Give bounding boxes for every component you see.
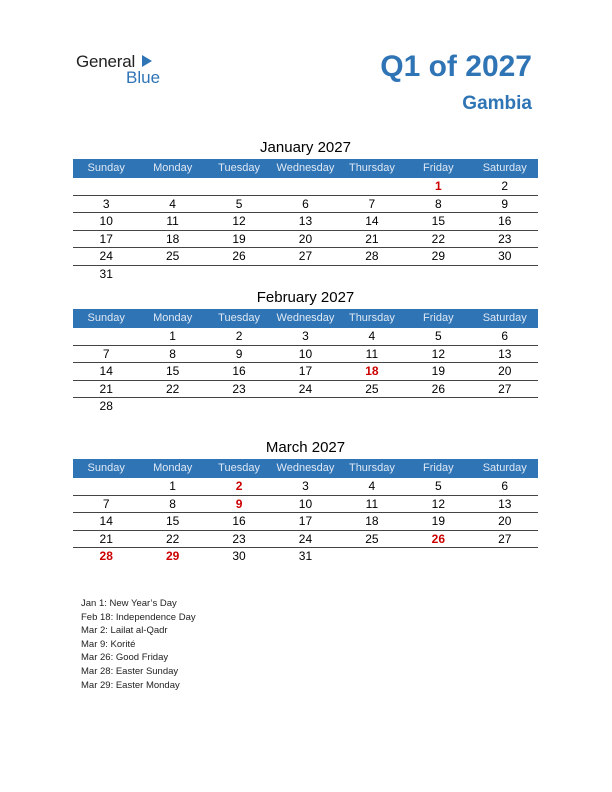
date-cell: 15 xyxy=(165,364,180,378)
holiday-date-cell: 26 xyxy=(431,531,445,546)
date-cell: 3 xyxy=(102,196,110,211)
date-cell: 23 xyxy=(232,381,246,396)
holiday-date-cell: 18 xyxy=(365,364,379,378)
date-cell: 10 xyxy=(298,496,313,511)
date-cell: 13 xyxy=(298,214,313,228)
date-cell: 30 xyxy=(498,249,512,263)
month-march xyxy=(73,437,538,566)
date-cell: 20 xyxy=(298,231,313,246)
date-cell: 5 xyxy=(434,329,442,343)
weekday-label: Friday xyxy=(423,312,454,324)
date-cell: 23 xyxy=(232,531,246,546)
weekday-label: Tuesday xyxy=(218,312,260,324)
date-cell xyxy=(73,178,139,195)
date-cell: 30 xyxy=(232,549,246,563)
week-row xyxy=(73,266,538,284)
date-cell: 20 xyxy=(498,514,512,528)
weekday-label: Saturday xyxy=(482,312,527,324)
week-row xyxy=(73,196,538,214)
date-cell: 10 xyxy=(298,346,313,361)
weekday-header-row xyxy=(73,459,538,478)
holiday-date-cell: 28 xyxy=(99,549,113,563)
date-cell: 23 xyxy=(498,231,512,246)
week-row xyxy=(73,398,538,416)
date-cell: 14 xyxy=(99,514,113,528)
date-cell: 7 xyxy=(102,346,110,361)
weekday-label: Sunday xyxy=(87,162,125,174)
date-cell: 27 xyxy=(498,381,512,396)
date-cell xyxy=(472,398,538,416)
week-row xyxy=(73,496,538,514)
date-cell: 4 xyxy=(169,196,176,211)
date-cell: 12 xyxy=(431,346,445,361)
month-title: January 2027 xyxy=(260,139,351,156)
date-cell: 11 xyxy=(166,214,179,228)
holiday-item: Mar 28: Easter Sunday xyxy=(81,665,179,677)
date-cell: 4 xyxy=(368,329,376,343)
page-title: Q1 of 2027 xyxy=(380,50,532,83)
weekday-label: Monday xyxy=(153,162,193,174)
date-cell: 12 xyxy=(232,214,246,228)
date-cell: 24 xyxy=(99,249,113,263)
date-cell: 16 xyxy=(232,364,246,378)
date-cell xyxy=(206,266,272,284)
date-cell xyxy=(272,266,338,284)
date-cell xyxy=(405,548,471,566)
date-cell xyxy=(339,548,405,566)
date-cell: 17 xyxy=(298,364,313,378)
holiday-item: Mar 9: Korité xyxy=(81,638,136,650)
holiday-date-cell: 29 xyxy=(165,549,180,563)
weekday-label: Sunday xyxy=(87,312,125,324)
date-cell: 16 xyxy=(232,514,246,528)
date-cell: 27 xyxy=(498,531,512,546)
date-cell: 18 xyxy=(365,514,379,528)
date-cell xyxy=(272,178,338,195)
month-january xyxy=(73,137,538,283)
date-cell xyxy=(206,398,272,416)
date-cell: 6 xyxy=(302,196,309,211)
date-cell: 29 xyxy=(431,249,445,263)
month-february xyxy=(73,287,538,416)
date-cell: 28 xyxy=(99,399,113,413)
weekday-label: Friday xyxy=(423,462,454,474)
date-cell: 14 xyxy=(365,214,379,228)
date-cell: 24 xyxy=(298,531,313,546)
date-cell: 5 xyxy=(235,196,243,211)
date-cell: 31 xyxy=(298,549,313,563)
date-cell: 1 xyxy=(169,479,176,493)
weekday-header-row xyxy=(73,159,538,178)
week-row xyxy=(73,531,538,549)
date-cell: 15 xyxy=(431,214,445,228)
date-cell: 3 xyxy=(302,479,309,493)
week-row xyxy=(73,178,538,196)
date-cell: 9 xyxy=(501,196,509,211)
holiday-date-cell: 1 xyxy=(434,179,442,193)
generalblue-logo xyxy=(76,52,186,92)
holiday-item: Mar 26: Good Friday xyxy=(81,652,169,664)
date-cell xyxy=(139,266,205,284)
date-cell: 8 xyxy=(169,346,176,361)
date-cell xyxy=(472,266,538,284)
date-cell: 14 xyxy=(99,364,113,378)
weekday-label: Thursday xyxy=(348,162,395,174)
date-cell xyxy=(73,478,139,495)
week-row xyxy=(73,381,538,399)
date-cell: 2 xyxy=(235,329,243,343)
date-cell: 31 xyxy=(99,266,113,281)
date-cell: 7 xyxy=(102,496,110,511)
date-cell: 3 xyxy=(302,329,309,343)
weekday-label: Tuesday xyxy=(218,162,260,174)
date-cell: 4 xyxy=(368,479,376,493)
weekday-label: Sunday xyxy=(87,462,125,474)
holiday-item: Feb 18: Independence Day xyxy=(81,611,196,623)
date-cell: 28 xyxy=(365,249,379,263)
date-cell: 22 xyxy=(431,231,445,246)
date-cell: 17 xyxy=(298,514,313,528)
date-cell: 21 xyxy=(365,231,379,246)
weekday-label: Thursday xyxy=(348,462,395,474)
week-row xyxy=(73,248,538,266)
date-cell: 11 xyxy=(365,496,379,511)
date-cell xyxy=(405,398,471,416)
date-cell: 2 xyxy=(501,179,509,193)
date-cell: 25 xyxy=(365,531,379,546)
weekday-label: Wednesday xyxy=(276,462,335,474)
date-cell: 26 xyxy=(431,381,445,396)
weekday-label: Tuesday xyxy=(218,462,260,474)
week-row xyxy=(73,478,538,496)
date-cell: 11 xyxy=(365,346,379,361)
weekday-label: Friday xyxy=(423,162,454,174)
weekday-header-row xyxy=(73,309,538,328)
date-cell xyxy=(206,178,272,195)
date-cell: 10 xyxy=(99,214,113,228)
week-row xyxy=(73,346,538,364)
week-row xyxy=(73,513,538,531)
date-cell: 26 xyxy=(232,249,246,263)
date-cell: 19 xyxy=(431,514,445,528)
holiday-item: Mar 29: Easter Monday xyxy=(81,679,180,691)
weekday-label: Monday xyxy=(153,312,193,324)
date-cell: 8 xyxy=(434,196,442,211)
date-cell xyxy=(73,328,139,345)
date-cell: 13 xyxy=(498,496,512,511)
date-cell: 25 xyxy=(165,249,180,263)
date-cell: 16 xyxy=(498,214,512,228)
date-cell: 15 xyxy=(165,514,180,528)
week-row xyxy=(73,548,538,566)
date-cell: 27 xyxy=(298,249,313,263)
date-cell: 22 xyxy=(165,381,180,396)
date-cell: 21 xyxy=(99,531,113,546)
holiday-date-cell: 9 xyxy=(235,496,243,511)
date-cell xyxy=(472,548,538,566)
week-row xyxy=(73,231,538,249)
date-cell xyxy=(405,266,471,284)
logo-triangle-icon xyxy=(142,55,152,67)
date-cell xyxy=(339,398,405,416)
date-cell: 13 xyxy=(498,346,512,361)
date-cell xyxy=(139,178,205,195)
date-cell: 9 xyxy=(235,346,243,361)
date-cell: 7 xyxy=(368,196,376,211)
weekday-label: Saturday xyxy=(482,162,527,174)
weekday-label: Thursday xyxy=(348,312,395,324)
weekday-label: Saturday xyxy=(482,462,527,474)
logo-text-general: General xyxy=(76,52,136,71)
country-name: Gambia xyxy=(462,93,532,114)
month-title: March 2027 xyxy=(265,439,346,456)
date-cell: 5 xyxy=(434,479,442,493)
holiday-item: Jan 1: New Year’s Day xyxy=(81,598,177,609)
date-cell xyxy=(339,266,405,284)
date-cell: 1 xyxy=(169,329,176,343)
weekday-label: Wednesday xyxy=(276,162,335,174)
date-cell: 22 xyxy=(165,531,180,546)
date-cell: 19 xyxy=(431,364,445,378)
week-row xyxy=(73,328,538,346)
date-cell: 12 xyxy=(431,496,445,511)
date-cell xyxy=(272,398,338,416)
date-cell: 6 xyxy=(501,479,509,493)
logo-text-blue: Blue xyxy=(126,68,161,87)
week-row xyxy=(73,363,538,381)
date-cell xyxy=(339,178,405,195)
date-cell: 25 xyxy=(365,381,379,396)
date-cell: 20 xyxy=(498,364,512,378)
date-cell: 21 xyxy=(99,381,113,396)
holiday-date-cell: 2 xyxy=(235,479,243,493)
date-cell: 24 xyxy=(298,381,313,396)
date-cell xyxy=(139,398,205,416)
date-cell: 6 xyxy=(501,329,509,343)
holiday-list xyxy=(81,597,196,692)
date-cell: 17 xyxy=(99,231,113,246)
month-title: February 2027 xyxy=(256,289,355,306)
date-cell: 19 xyxy=(232,231,246,246)
date-cell: 8 xyxy=(169,496,176,511)
week-row xyxy=(73,213,538,231)
date-cell: 18 xyxy=(165,231,180,246)
holiday-item: Mar 2: Lailat al-Qadr xyxy=(81,625,168,637)
weekday-label: Wednesday xyxy=(276,312,335,324)
weekday-label: Monday xyxy=(153,462,193,474)
